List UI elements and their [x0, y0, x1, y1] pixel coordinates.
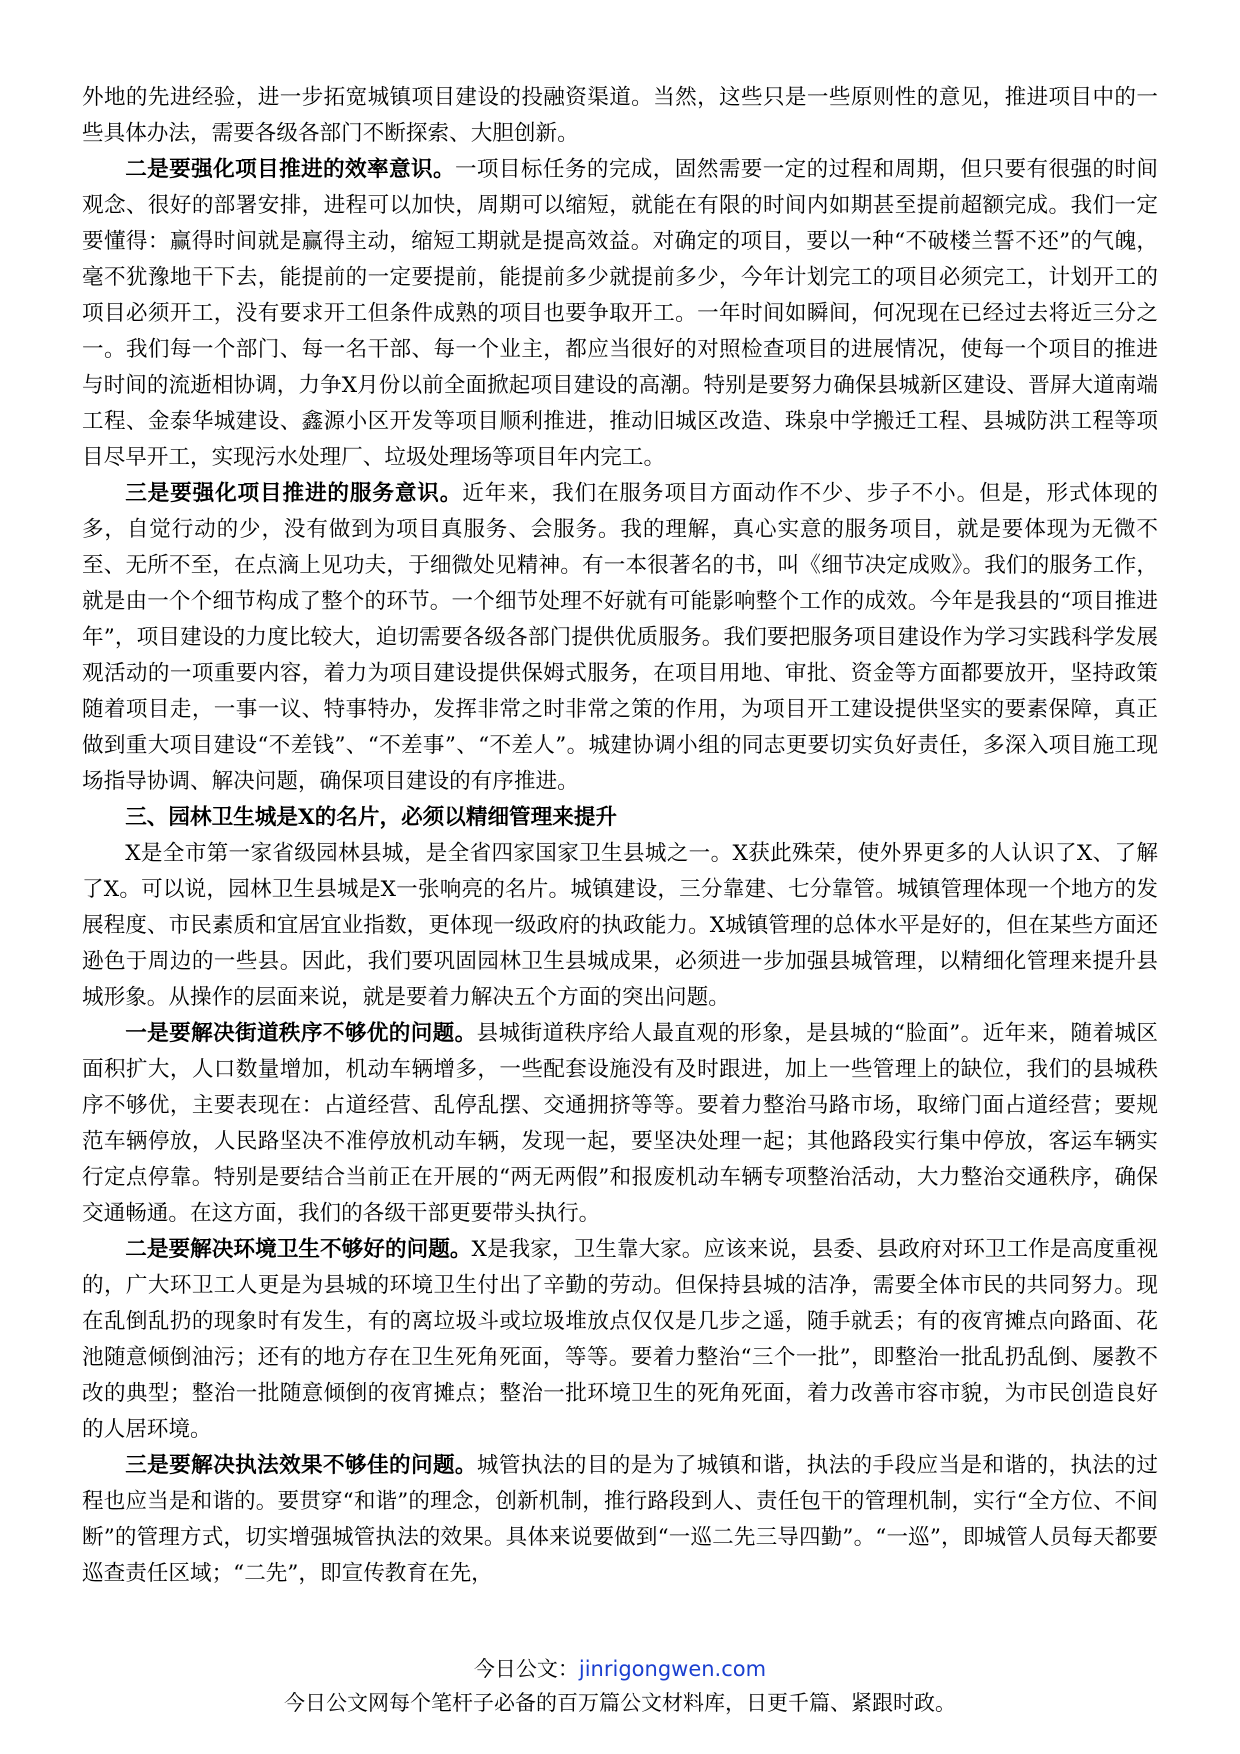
paragraph-enforcement [82, 1448, 1158, 1592]
paragraph-lead: 三是要强化项目推进的服务意识。 [125, 481, 463, 506]
paragraph-sanitation [82, 1232, 1158, 1448]
paragraph-continued: 外地的先进经验，进一步拓宽城镇项目建设的投融资渠道。当然，这些只是一些原则性的意见，推进项目中的一些具体办法，需要各级各部门不断探索、大胆创新。 [82, 85, 1158, 146]
paragraph-lead: 三是要解决执法效果不够佳的问题。 [125, 1453, 477, 1478]
paragraph-text: X是全市第一家省级园林县城，是全省四家国家卫生县城之一。X获此殊荣，使外界更多的人认识了X、了解了X。可以说，园林卫生县城是X一张响亮的名片。城镇建设，三分靠建、七分靠管。城镇管理体现一个地方的发展程度、市民素质和宜居宜业指数，更体现一级政府的执政能力。X城镇管理的总体水平是好的，但在某些方面还逊色于周边的一些县。因此，我们要巩固园林卫生县城成果，必须进一步加强县城管理，以精细化管理来提升县城形象。从操作的层面来说，就是要着力解决五个方面的突出问题。 [82, 841, 1158, 1010]
paragraph-text: 一项目标任务的完成，固然需要一定的过程和周期，但只要有很强的时间观念、很好的部署安排，进程可以加快，周期可以缩短，就能在有限的时间内如期甚至提前超额完成。我们一定要懂得：赢得时间就是赢得主动，缩短工期就是提高效益。对确定的项目，要以一种“不破楼兰誓不还”的气魄，毫不犹豫地干下去，能提前的一定要提前，能提前多少就提前多少，今年计划完工的项目必须完工，计划开工的项目必须开工，没有要求开工但条件成熟的项目也要争取开工。一年时间如瞬间，何况现在已经过去将近三分之一。我们每一个部门、每一名干部、每一个业主，都应当很好的对照检查项目的进展情况，使每一个项目的推进与时间的流逝相协调，力争X月份以前全面掀起项目建设的高潮。特别是要努力确保县城新区建设、晋屏大道南端工程、金泰华城建设、鑫源小区开发等项目顺利推进，推动旧城区改造、珠泉中学搬迁工程、县城防洪工程等项目尽早开工，实现污水处理厂、垃圾处理场等项目年内完工。 [82, 157, 1158, 470]
paragraph-text: X是我家，卫生靠大家。应该来说，县委、县政府对环卫工作是高度重视的，广大环卫工人更是为县城的环境卫生付出了辛勤的劳动。但保持县城的洁净，需要全体市民的共同努力。现在乱倒乱扔的现象时有发生，有的离垃圾斗或垃圾堆放点仅仅是几步之遥，随手就丢；有的夜宵摊点向路面、花池随意倾倒油污；还有的地方存在卫生死角死面，等等。要着力整治“三个一批”，即整治一批乱扔乱倒、屡教不改的典型；整治一批随意倾倒的夜宵摊点；整治一批环境卫生的死角死面，着力改善市容市貌，为市民创造良好的人居环境。 [82, 1237, 1158, 1442]
paragraph-lead: 二是要解决环境卫生不够好的问题。 [125, 1237, 472, 1262]
paragraph-text: 近年来，我们在服务项目方面动作不少、步子不小。但是，形式体现的多，自觉行动的少，没有做到为项目真服务、会服务。我的理解，真心实意的服务项目，就是要体现为无微不至、无所不至，在点滴上见功夫，于细微处见精神。有一本很著名的书，叫《细节决定成败》。我们的服务工作，就是由一个个细节构成了整个的环节。一个细节处理不好就有可能影响整个工作的成效。今年是我县的“项目推进年”，项目建设的力度比较大，迫切需要各级各部门提供优质服务。我们要把服务项目建设作为学习实践科学发展观活动的一项重要内容，着力为项目建设提供保姆式服务，在项目用地、审批、资金等方面都要放开，坚持政策随着项目走，一事一议、特事特办，发挥非常之时非常之策的作用，为项目开工建设提供坚实的要素保障，真正做到重大项目建设“不差钱”、“不差事”、“不差人”。城建协调小组的同志更要切实负好责任，多深入项目施工现场指导协调、解决问题，确保项目建设的有序推进。 [82, 481, 1158, 794]
footer-site-link[interactable]: jinrigongwen.com [578, 1657, 767, 1681]
document-body [82, 80, 1158, 1592]
paragraph-text: 县城街道秩序给人最直观的形象，是县城的“脸面”。近年来，随着城区面积扩大，人口数量增加，机动车辆增多，一些配套设施没有及时跟进，加上一些管理上的缺位，我们的县城秩序不够优，主要表现在：占道经营、乱停乱摆、交通拥挤等等。要着力整治马路市场，取缔门面占道经营；要规范车辆停放，人民路坚决不准停放机动车辆，发现一起，要坚决处理一起；其他路段实行集中停放，客运车辆实行定点停靠。特别是要结合当前正在开展的“两无两假”和报废机动车辆专项整治活动，大力整治交通秩序，确保交通畅通。在这方面，我们的各级干部更要带头执行。 [82, 1021, 1158, 1226]
footer-source [0, 1654, 1240, 1684]
paragraph-service [82, 476, 1158, 800]
footer-label: 今日公文： [473, 1657, 579, 1681]
footer-slogan: 今日公文网每个笔杆子必备的百万篇公文材料库，日更千篇、紧跟时政。 [284, 1691, 956, 1715]
paragraph-intro [82, 836, 1158, 1016]
paragraph-lead: 二是要强化项目推进的效率意识。 [125, 157, 455, 182]
section-heading: 三、园林卫生城是X的名片，必须以精细管理来提升 [125, 805, 618, 830]
paragraph-text: 城管执法的目的是为了城镇和谐，执法的手段应当是和谐的，执法的过程也应当是和谐的。要贯穿“和谐”的理念，创新机制，推行路段到人、责任包干的管理机制，实行“全方位、不间断”的管理方式，切实增强城管执法的效果。具体来说要做到“一巡二先三导四勤”。“一巡”，即城管人员每天都要巡查责任区域；“二先”，即宣传教育在先， [82, 1453, 1158, 1586]
paragraph-street-order [82, 1016, 1158, 1232]
paragraph-efficiency [82, 152, 1158, 476]
paragraph-lead: 一是要解决街道秩序不够优的问题。 [125, 1021, 477, 1046]
